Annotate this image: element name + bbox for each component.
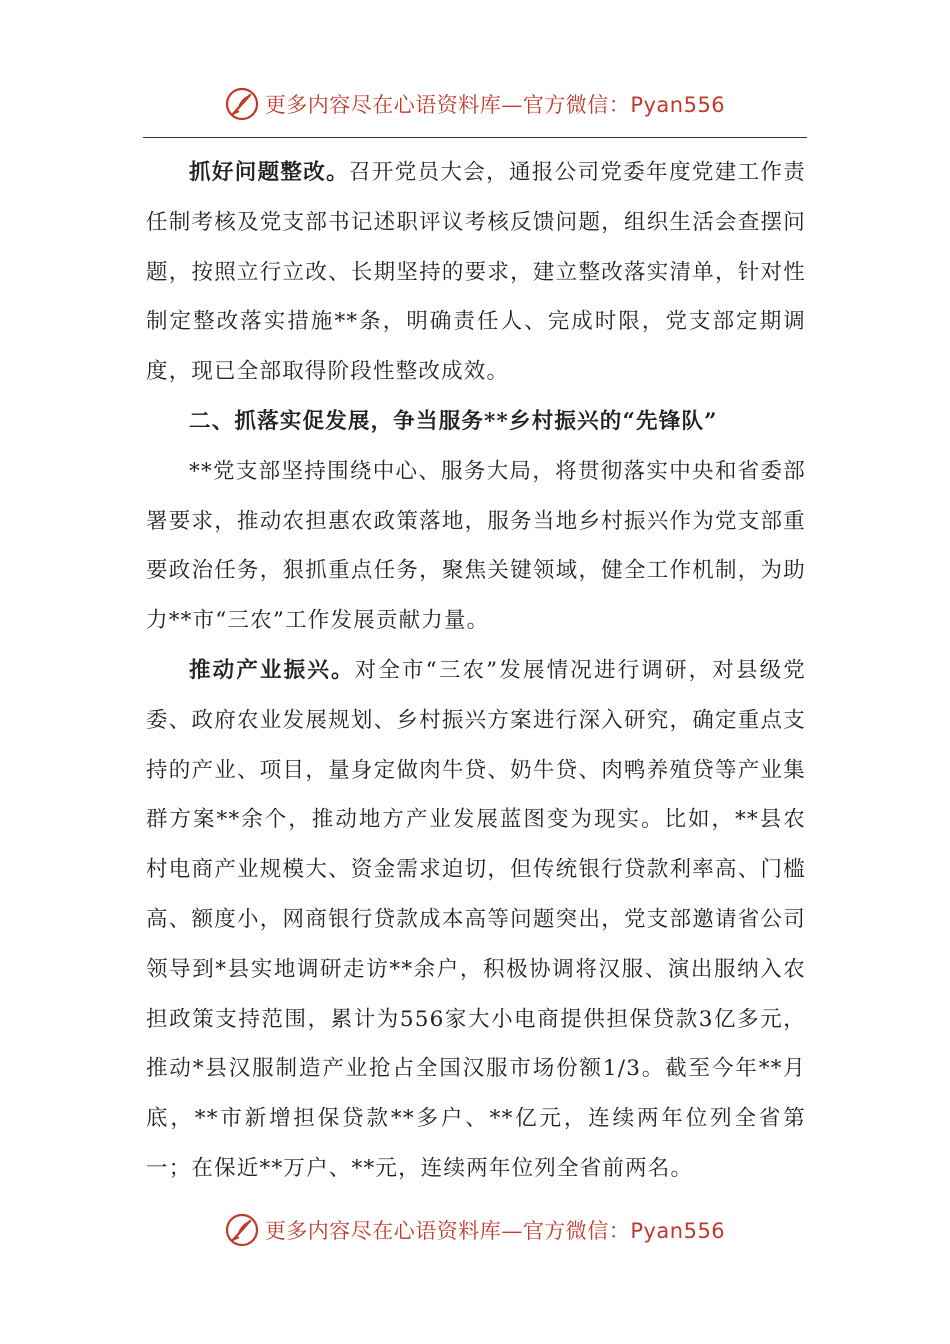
paragraph-lead: 推动产业振兴。: [189, 657, 355, 683]
paragraph-text: 对全市“三农”发展情况进行调研，对县级党委、政府农业发展规划、乡村振兴方案进行深入研究，确定重点支持的产业、项目，量身定做肉牛贷、奶牛贷、肉鸭养殖贷等产业集群方案**余个，推动地方产业发展蓝图变为现实。比如，**县农村电商产业规模大、资金需求迫切，但传统银行贷款利率高、门槛高、额度小，网商银行贷款成本高等问题突出，党支部邀请省公司领导到*县实地调研走访**余户，积极协调将汉服、演出服纳入农担政策支持范围，累计为556家大小电商提供担保贷款3亿多元，推动*县汉服制造产业抢占全国汉服市场份额1/3。截至今年**月底，**市新增担保贷款**多户、**亿元，连续两年位列全省第一；在保近**万户、**元，连续两年位列全省前两名。: [146, 657, 806, 1181]
quill-logo-icon: [225, 87, 259, 121]
paragraph-party-branch: [146, 447, 806, 646]
paragraph-text: 召开党员大会，通报公司党委年度党建工作责任制考核及党支部书记述职评议考核反馈问题，组织生活会查摆问题，按照立行立改、长期坚持的要求，建立整改落实清单，针对性制定整改落实措施**条，明确责任人、完成时限，党支部定期调度，现已全部取得阶段性整改成效。: [146, 160, 806, 385]
section-heading: 二、抓落实促发展，争当服务**乡村振兴的“先锋队”: [189, 408, 718, 434]
header-dash: —: [501, 93, 523, 117]
document-body: [146, 148, 806, 1194]
header-banner: [0, 82, 950, 126]
quill-logo-icon: [225, 1213, 259, 1247]
footer-dash: —: [501, 1219, 523, 1243]
footer-banner-text: [265, 1215, 725, 1245]
paragraph-industry: [146, 646, 806, 1194]
header-divider: [143, 137, 807, 138]
paragraph-text: **党支部坚持围绕中心、服务大局，将贯彻落实中央和省委部署要求，推动农担惠农政策落地，服务当地乡村振兴作为党支部重要政治任务，狠抓重点任务，聚焦关键领域，健全工作机制，为助力**市“三农”工作发展贡献力量。: [146, 458, 806, 634]
footer-official-text: 官方微信：: [522, 1219, 631, 1243]
footer-site-text: 更多内容尽在心语资料库: [264, 1219, 502, 1243]
paragraph-rectification: [146, 148, 806, 397]
header-banner-text: [265, 89, 725, 119]
header-site-text: 更多内容尽在心语资料库: [264, 93, 502, 117]
footer-wechat-id: Pyan556: [630, 1219, 726, 1243]
paragraph-lead: 抓好问题整改。: [189, 160, 349, 185]
header-official-text: 官方微信：: [522, 93, 631, 117]
footer-banner: [0, 1208, 950, 1252]
header-wechat-id: Pyan556: [630, 93, 726, 117]
